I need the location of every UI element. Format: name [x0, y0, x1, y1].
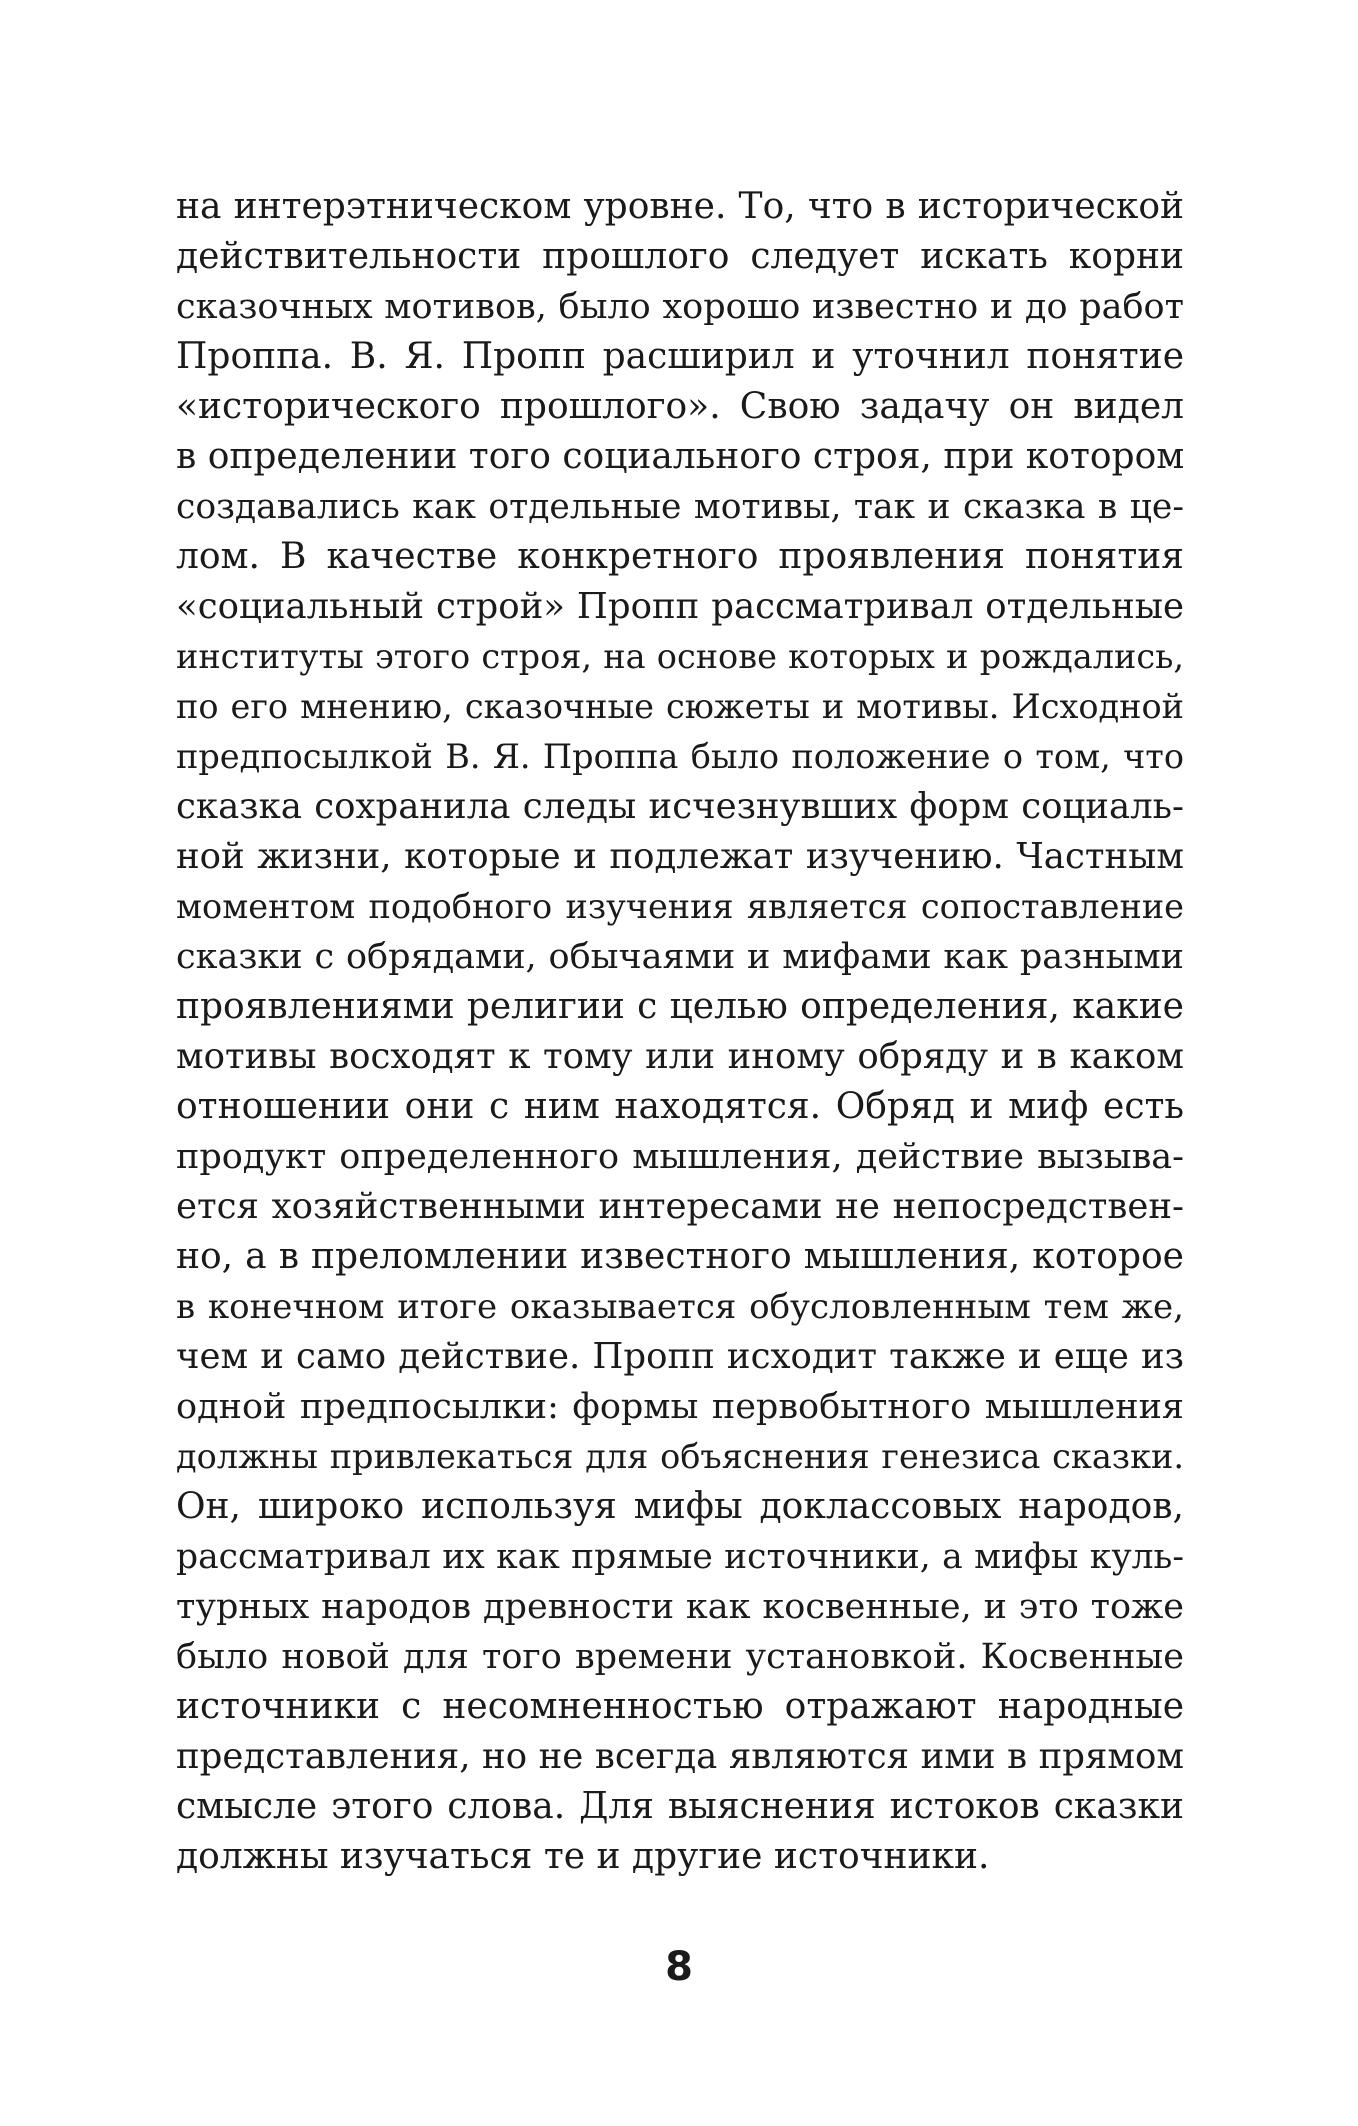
text-line: действительности прошлого следует искать корни — [176, 236, 1184, 277]
text-line: «социальный строй» Пропп рассматривал отдельные — [176, 586, 1184, 627]
text-line: по его мнению, сказочные сюжеты и мотивы. Исходной — [176, 687, 1184, 726]
text-line: смысле этого слова. Для выяснения истоков сказки — [176, 1786, 1184, 1827]
text-line: но, а в преломлении известного мышления, которое — [176, 1236, 1184, 1277]
text-line: создавались как отдельные мотивы, так и сказка в це- — [176, 487, 1184, 527]
text-line: Он, широко используя мифы доклассовых народов, — [176, 1486, 1184, 1527]
text-line: моментом подобного изучения является сопоставление — [176, 887, 1184, 926]
text-line: турных народов древности как косвенные, и это тоже — [176, 1587, 1184, 1627]
text-line: в определении того социального строя, при котором — [176, 436, 1184, 477]
text-line: сказка сохранила следы исчезнувших форм социаль- — [176, 786, 1184, 827]
text-line: «исторического прошлого». Свою задачу он видел — [176, 386, 1184, 427]
text-line: ной жизни, которые и подлежат изучению. Частным — [176, 836, 1184, 877]
text-line: мотивы восходят к тому или иному обряду и в каком — [176, 1036, 1184, 1077]
text-line: лом. В качестве конкретного проявления понятия — [176, 536, 1184, 577]
body-text — [176, 182, 1184, 1882]
text-line: проявлениями религии с целью определения, какие — [176, 986, 1184, 1027]
text-line: Проппа. В. Я. Пропп расширил и уточнил понятие — [176, 336, 1184, 377]
text-line: должны изучаться те и другие источники. — [176, 1836, 990, 1877]
text-line: одной предпосылки: формы первобытного мышления — [176, 1387, 1184, 1427]
text-line: ется хозяйственными интересами не непосредствен- — [176, 1186, 1184, 1227]
text-line: представления, но не всегда являются ими в прямом — [176, 1736, 1184, 1777]
text-line: в конечном итоге оказывается обусловленным тем же, — [176, 1287, 1184, 1327]
text-line: сказочных мотивов, было хорошо известно и до работ — [176, 287, 1184, 327]
text-line: продукт определенного мышления, действие вызыва- — [176, 1137, 1184, 1177]
text-line: предпосылкой В. Я. Проппа было положение о том, что — [176, 737, 1184, 776]
text-line: было новой для того времени установкой. Косвенные — [176, 1637, 1184, 1677]
text-line: на интерэтническом уровне. То, что в исторической — [176, 186, 1184, 227]
text-line: рассматривал их как прямые источники, а мифы куль- — [176, 1537, 1184, 1577]
text-line: источники с несомненностью отражают народные — [176, 1686, 1184, 1727]
page-number: 8 — [665, 1944, 693, 1990]
text-line: чем и само действие. Пропп исходит также и еще из — [176, 1336, 1184, 1377]
text-line: отношении они с ним находятся. Обряд и миф есть — [176, 1086, 1184, 1127]
text-line: институты этого строя, на основе которых и рождались, — [176, 637, 1184, 676]
text-line: сказки с обрядами, обычаями и мифами как разными — [176, 937, 1184, 977]
text-line: должны привлекаться для объяснения генезиса сказки. — [176, 1437, 1184, 1476]
